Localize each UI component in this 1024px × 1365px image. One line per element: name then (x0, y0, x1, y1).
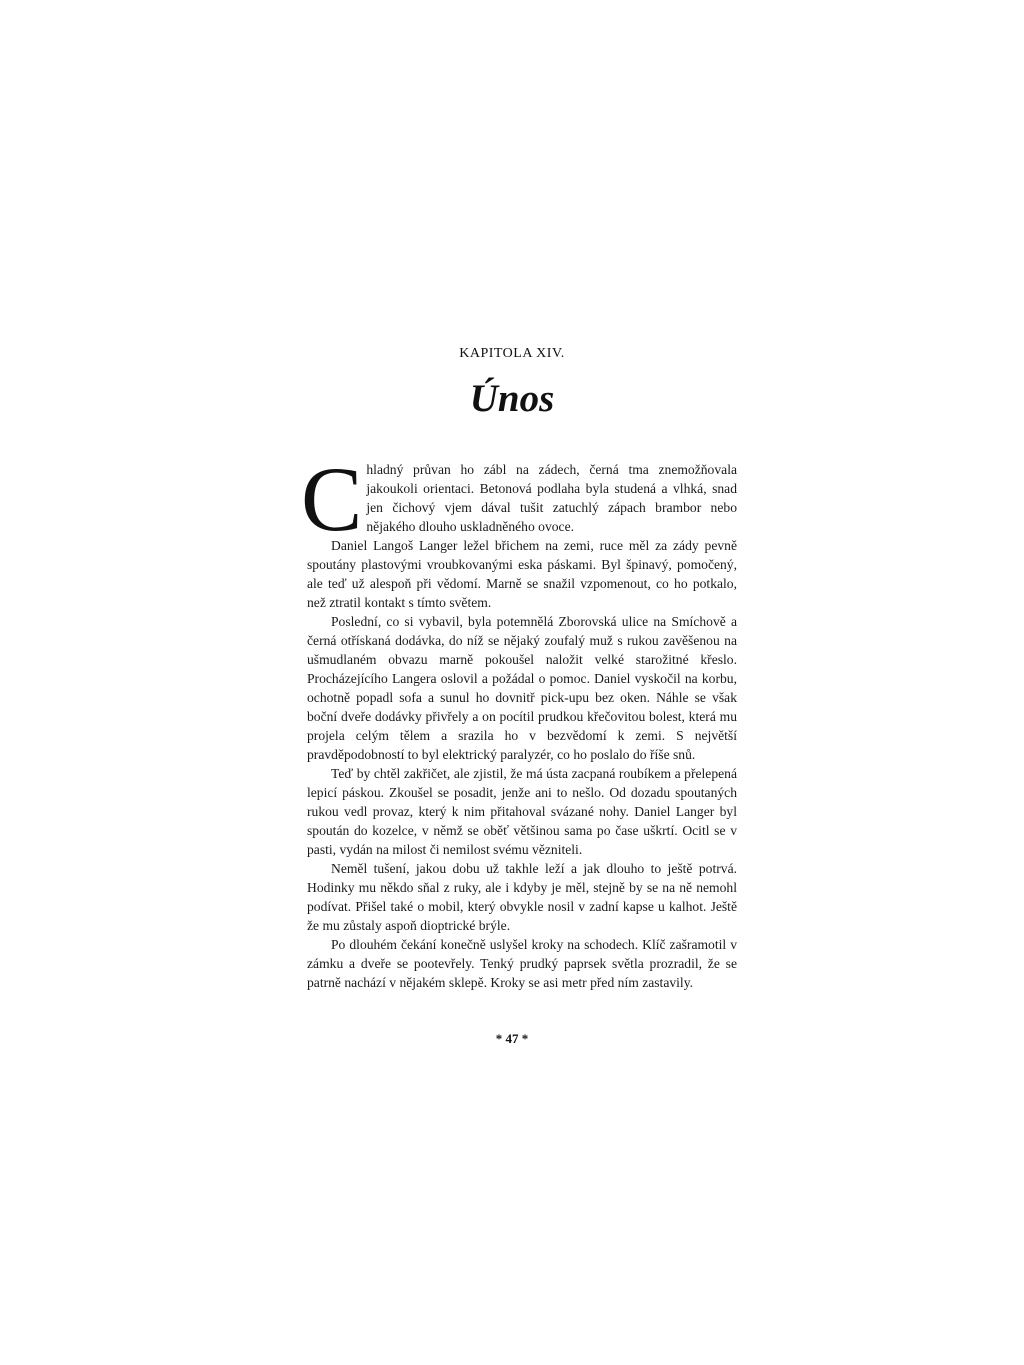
paragraph: Teď by chtěl zakřičet, ale zjistil, že má ústa zacpaná roubíkem a přelepená lepicí páskou. Zkoušel se posadit, jenže ani to nešlo. Od dozadu spoutaných rukou vedl provaz, který k nim přitahoval svázané nohy. Daniel Langer byl spoután do kozelce, v němž se oběť většinou sama po čase uškrtí. Ocitl se v pasti, vydán na milost či nemilost svému vězniteli. (307, 766, 737, 857)
paragraph: Poslední, co si vybavil, byla potemnělá Zborovská ulice na Smíchově a černá otřískaná dodávka, do níž se nějaký zoufalý muž s rukou zavěšenou na ušmudlaném obvazu marně pokoušel naložit velké starožitné křeslo. Procházejícího Langera oslovil a požádal o pomoc. Daniel vyskočil na korbu, ochotně popadl sofa a sunul ho dovnitř pick-upu bez oken. Náhle se však boční dveře dodávky přivřely a on pocítil prudkou křečovitou bolest, která mu projela celým tělem a srazila ho v bezvědomí k zemi. S největší pravděpodobností to byl elektrický paralyzér, co ho poslalo do říše snů. (307, 614, 737, 762)
page-number: * 47 * (495, 1031, 529, 1046)
paragraph (301, 448, 737, 550)
paragraph: Neměl tušení, jakou dobu už takhle leží a jak dlouho to ještě potrvá. Hodinky mu někdo sňal z ruky, ale i kdyby je měl, stejně by se na ně nemohl podívat. Přišel také o mobil, který obvykle nosil v zadní kapse u kalhot. Ještě že mu zůstaly aspoň dioptrické brýle. (307, 861, 737, 933)
paragraph: Po dlouhém čekání konečně uslyšel kroky na schodech. Klíč zašramotil v zámku a dveře se pootevřely. Tenký prudký paprsek světla prozradil, že se patrně nachází v nějakém sklepě. Kroky se asi metr před ním zastavily. (307, 937, 737, 990)
chapter-label: KAPITOLA XIV. (459, 346, 565, 361)
chapter-body (301, 448, 737, 992)
paragraph-text: hladný průvan ho zábl na zádech, černá tma znemožňovala jakoukoli orientaci. Betonová podlaha byla studená a vlhká, snad jen čichový vjem dával tušit zatuchlý zápach brambor nebo nějakého dlouho uskladněného ovoce. (366, 462, 737, 534)
drop-cap: C (301, 448, 363, 550)
chapter-title: Únos (469, 377, 555, 420)
paragraph: Daniel Langoš Langer ležel břichem na zemi, ruce měl za zády pevně spoutány plastovými vroubkovanými eska páskami. Byl špinavý, pomočený, ale teď už alespoň při vědomí. Marně se snažil vzpomenout, co ho potkalo, než ztratil kontakt s tímto světem. (307, 538, 737, 610)
